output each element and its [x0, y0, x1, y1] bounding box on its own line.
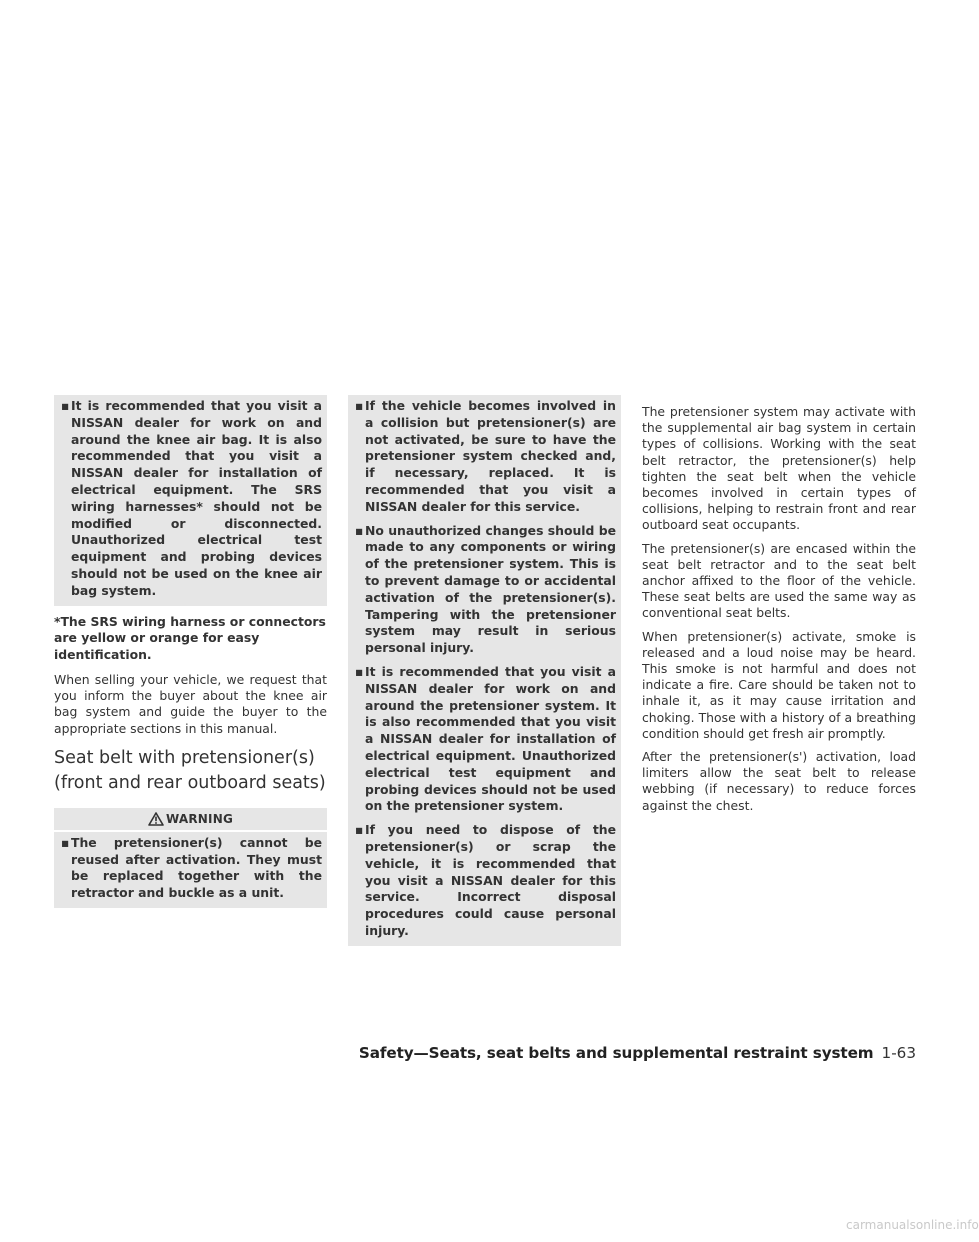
- bullet-icon: ▪: [61, 398, 70, 413]
- list-item: [354, 664, 616, 815]
- selling-vehicle-paragraph: When selling your vehicle, we request that you inform the buyer about the knee air bag system and guide the buyer to the appropriate sections in this manual.: [54, 671, 327, 736]
- list-item: [354, 398, 616, 516]
- list-item: [60, 835, 322, 902]
- list-item: [354, 822, 616, 940]
- bullet-text: If you need to dispose of the pretensioner(s) or scrap the vehicle, it is recommended that you visit a NISSAN dealer for this service. Incorrect disposal procedures could cause personal injury.: [365, 822, 616, 938]
- page-number: 1-63: [881, 1044, 916, 1062]
- section-heading: Seat belt with pretensioner(s) (front and rear outboard seats): [54, 747, 326, 793]
- page-footer: [0, 1043, 916, 1062]
- bullet-text: It is recommended that you visit a NISSAN dealer for work on and around the pretensioner system. It is also recommended that you visit a NISSAN dealer for installation of electrical equipment. Unauthorized electrical test equipment and probing devices should not be used on the pretensioner system.: [365, 663, 616, 814]
- column-middle: [348, 395, 621, 946]
- warning-label: WARNING: [165, 811, 234, 826]
- body-paragraph: After the pretensioner(s') activation, load limiters allow the seat belt to release webbing (if necessary) to reduce forces against the chest.: [642, 749, 916, 813]
- bullet-text: The pretensioner(s) cannot be reused after activation. They must be replaced together with the retractor and buckle as a unit.: [71, 834, 322, 901]
- warning-box-pretensioner: [54, 832, 327, 908]
- body-paragraph: The pretensioner(s) are encased within the seat belt retractor and to the seat belt anchor affixed to the floor of the vehicle. These seat belts are used the same way as conventional seat belts.: [642, 540, 916, 621]
- bullet-text: It is recommended that you visit a NISSAN dealer for work on and around the knee air bag. It is also recommended that you visit a NISSAN dealer for installation of electrical equipment. The SRS wiring harnesses* should not be modified or disconnected. Unauthorized electrical test equipment and probing devices should not be used on the knee air bag system.: [71, 398, 322, 598]
- column-right: [642, 404, 916, 821]
- body-paragraph: The pretensioner system may activate with the supplemental air bag system in certain types of collisions. Working with the seat belt retractor, the pretensioner(s) help tighten the seat belt when the vehicle becomes involved in certain types of collisions, helping to restrain front and rear outboard seat occupants.: [642, 404, 916, 533]
- list-item: [354, 523, 616, 657]
- bullet-text: If the vehicle becomes involved in a collision but pretensioner(s) are not activated, be sure to have the pretensioner system checked and, if necessary, replaced. It is recommended that you visit a NISSAN dealer for this service.: [365, 398, 616, 514]
- footer-section-title: Safety—Seats, seat belts and supplemental restraint system: [358, 1044, 874, 1062]
- watermark: carmanualsonline.info: [846, 1218, 979, 1232]
- warning-box-continued: [348, 395, 621, 946]
- bullet-icon: ▪: [355, 822, 364, 838]
- bullet-icon: ▪: [355, 663, 364, 679]
- warning-triangle-icon: [148, 812, 164, 826]
- warning-box-knee-airbag: [54, 395, 327, 606]
- bullet-icon: ▪: [355, 398, 364, 413]
- warning-header: [54, 808, 327, 830]
- bullet-text: No unauthorized changes should be made to any components or wiring of the pretensioner system. This is to prevent damage to or accidental activation of the pretensioner(s). Tampering with the pretensioner system may result in serious personal injury.: [365, 522, 616, 656]
- srs-harness-footnote: *The SRS wiring harness or connectors are yellow or orange for easy identification.: [54, 613, 326, 663]
- column-left: [54, 395, 327, 908]
- bullet-icon: ▪: [61, 834, 70, 850]
- bullet-icon: ▪: [355, 522, 364, 538]
- body-paragraph: When pretensioner(s) activate, smoke is released and a loud noise may be heard. This smoke is not harmful and does not indicate a fire. Care should be taken not to inhale it, as it may cause irritation and choking. Those with a history of a breathing condition should get fresh air promptly.: [642, 628, 916, 741]
- list-item: [60, 398, 322, 600]
